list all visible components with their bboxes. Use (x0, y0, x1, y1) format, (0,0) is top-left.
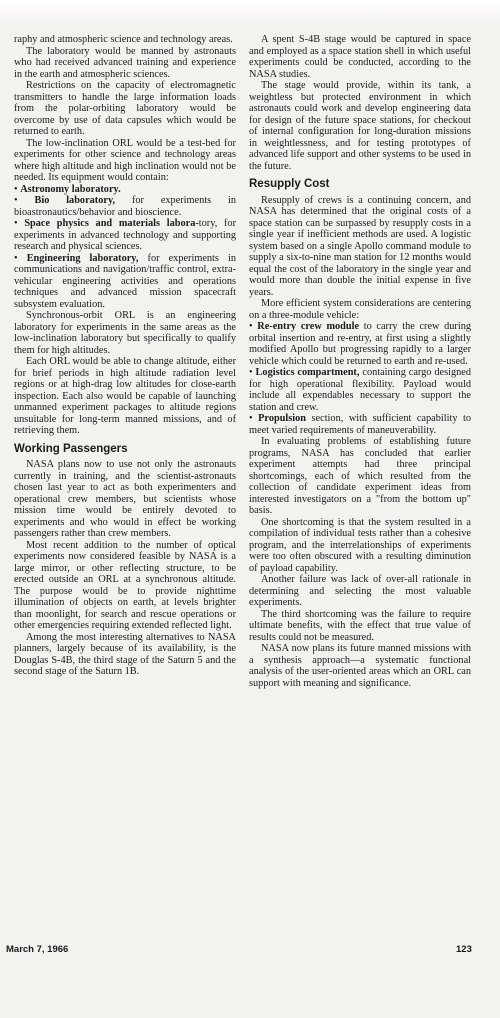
bullet-item: • Bio laboratory, for experiments in bioastronautics/behavior and bioscience. (14, 195, 237, 218)
bullet-head: Bio laboratory, (34, 195, 116, 206)
bullet-text: for experiments in bioastronautics/behavior and bioscience. (14, 195, 237, 218)
bullet-item: • Astronomy laboratory. (14, 183, 121, 195)
page-number: 123 (456, 944, 472, 955)
bullet-text: tory, for experiments in advanced technology and supporting research and physical sciences. (14, 218, 236, 252)
left-column (14, 34, 236, 678)
bullet-head: Re-entry crew module (257, 321, 360, 332)
paragraph: Another failure was lack of over-all rationale in determining and selecting the most valuable experiments. (249, 574, 471, 608)
bullet-item: • Propulsion section, with sufficient capability to meet varied requirements of maneuverability. (249, 413, 471, 436)
paragraph: NASA plans now to use not only the astronauts currently in training, and the scientist-astronauts chosen last year to act as both experimenters and operational crew members, but scientists whose mission time would be entirely devoted to experiments and who would in effect be working passengers rather than crew members. (14, 459, 236, 539)
paragraph: Most recent addition to the number of optical experiments now considered feasible by NASA is a large mirror, or other reflecting structure, to be erected outside an ORL at a synchronous altitude. The purpose would be to provide nighttime illumination of objects on earth, at levels brighter than moonlight, for search and rescue operations or other emergencies requiring extended reflected light. (14, 539, 236, 631)
paragraph: The stage would provide, within its tank, a weightless but protected environment in which astronauts could work and develop engineering data for design of the future space stations, for checkout of internal configuration for long-duration missions in weightlessness, and for testing prototypes of advanced life support and other systems to be used in the future. (249, 80, 471, 172)
paragraph: More efficient system considerations are centering on a three-module vehicle: (249, 298, 471, 321)
paragraph: In evaluating problems of establishing future programs, NASA has concluded that earlier experiment attempts had three principal shortcomings, each of which resulted from the collection of candidate experiment ideas from interested investigators on a "from the bottom up" basis. (249, 436, 471, 516)
bullet-item: • Space physics and materials labora-tory, for experiments in advanced technology and supporting research and physical sciences. (14, 218, 236, 252)
bullet-head: Space physics and materials labora- (24, 218, 199, 229)
paragraph: Synchronous-orbit ORL is an engineering laboratory for experiments in the same areas as the low-inclination laboratory but specifically to qualify them for high altitudes. (14, 310, 236, 356)
top-edge (0, 0, 500, 28)
section-heading: Working Passengers (14, 442, 128, 455)
bullet-head: Engineering laboratory, (26, 252, 139, 264)
right-column (249, 34, 471, 689)
bullet-text: containing cargo designed for high operational flexibility. Payload would include all expendables necessary to support the station and crew. (249, 367, 471, 413)
bullet-item: • Engineering laboratory, for experiments in communications and navigation/traffic control, extra-vehicular engineering activities and operations techniques and advanced mission spacecraft subsystem evaluation. (14, 252, 237, 310)
bullet-item: • Re-entry crew module to carry the crew during orbital insertion and re-entry, at first using a slightly modified Apollo but progressing rapidly to a larger vehicle which could be returned to earth and re-used. (249, 321, 471, 367)
paragraph: raphy and atmospheric science and technology areas. (14, 34, 233, 45)
paragraph: Restrictions on the capacity of electromagnetic transmitters to handle the large information loads from the polar-orbiting laboratory would be overcome by use of data capsules which would be returned to earth. (14, 80, 236, 137)
bullet-item: • Logistics compartment, containing cargo designed for high operational flexibility. Payload would include all expendables necessary to support the station and crew. (249, 367, 471, 413)
paragraph: Resupply of crews is a continuing concern, and NASA has determined that the original costs of a space station can be surpassed by resupply costs in a single year if inefficient methods are used. A logistic system based on a single Apollo command module to supply a six-to-nine man station for 12 months would equal the cost of the laboratory in the single year and would more than double the initial expense in five years. (249, 194, 471, 298)
issue-date: March 7, 1966 (6, 944, 69, 955)
bullet-text: to carry the crew during orbital insertion and re-entry, at first using a slightly modified Apollo but progressing rapidly to a larger vehicle which could be returned to earth and re-used. (249, 321, 471, 367)
paragraph: One shortcoming is that the system resulted in a compilation of individual tests rather than a cohesive program, and the interrelationships of experiments were too often obscured with a resulting diminution of payload capability. (249, 516, 471, 574)
bullet-text: for experiments in communications and navigation/traffic control, extra-vehicular engineering activities and operations techniques and advanced mission spacecraft subsystem evaluation. (14, 252, 237, 310)
paragraph: The third shortcoming was the failure to require ultimate benefits, with the effect that true value of results could not be measured. (249, 608, 471, 643)
paragraph: Each ORL would be able to change altitude, either for brief periods in high altitude radiation level regions or at high-drag low altitudes for close-earth inspection. Each also would be capable of launching unmanned experiment packages to altitude regions unsuitable for long-term manned missions, and of retrieving them. (14, 356, 236, 436)
bullet-head: Astronomy laboratory. (20, 183, 121, 195)
paragraph: Among the most interesting alternatives to NASA planners, largely because of its availability, is the Douglas S-4B, the third stage of the Saturn 5 and the second stage of the Saturn 1B. (14, 631, 236, 677)
paragraph: A spent S-4B stage would be captured in space and employed as a space station shell in which useful experiments could be conducted, according to the NASA studies. (249, 34, 471, 80)
bullet-head: Logistics compartment, (255, 367, 360, 378)
paragraph: The low-inclination ORL would be a test-bed for experiments for other science and technology areas where high altitude and high inclination would not be needed. Its equipment would contain: (14, 137, 236, 183)
paragraph: The laboratory would be manned by astronauts who had received advanced training and experience in the earth and atmospheric sciences. (14, 45, 236, 80)
paragraph: NASA now plans its future manned missions with a synthesis approach—a systematic functional analysis of the user-oriented areas which an ORL can support with meaning and significance. (249, 643, 471, 689)
section-heading: Resupply Cost (249, 178, 330, 190)
bullet-text: section, with sufficient capability to meet varied requirements of maneuverability. (249, 413, 471, 436)
bullet-head: Propulsion (258, 413, 307, 424)
